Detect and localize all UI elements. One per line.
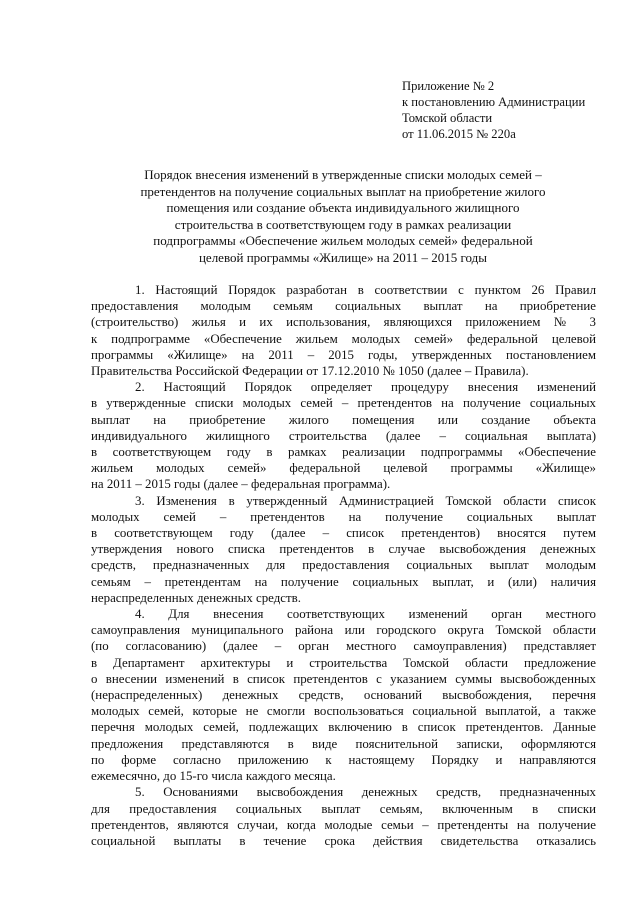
paragraph-2-line: выплат на приобретение жилого помещения или создание объекта bbox=[91, 412, 596, 427]
paragraph-1-line: Правительства Российской Федерации от 17.12.2010 № 1050 (далее – Правила). bbox=[91, 364, 529, 379]
title-line-2: претендентов на получение социальных выплат на приобретение жилого bbox=[140, 183, 546, 199]
paragraph-5-line: социальной выплаты в течение срока действия свидетельства отказались bbox=[91, 833, 596, 848]
paragraph-5 bbox=[91, 784, 596, 849]
paragraph-1-line: предоставления молодым семьям социальных выплат на приобретение bbox=[91, 299, 596, 314]
paragraph-4-line: молодых семей, которые не смогли воспользоваться социальной выплатой, а также bbox=[91, 704, 596, 719]
paragraph-3 bbox=[91, 493, 596, 606]
paragraph-4-line: самоуправления муниципального района или городского округа Томской области bbox=[91, 623, 596, 638]
title-line-6: целевой программы «Жилище» на 2011 – 2015 годы bbox=[198, 249, 488, 265]
paragraph-4-line: ежемесячно, до 15-го числа каждого месяца. bbox=[91, 769, 336, 784]
paragraph-5-line: 5. Основаниями высвобождения денежных средств, предназначенных bbox=[135, 785, 596, 800]
paragraph-4-line: перечня молодых семей, подлежащих включению в список претендентов. Данные bbox=[91, 720, 596, 735]
document-body bbox=[91, 282, 596, 849]
paragraph-1-line: программы «Жилище» на 2011 – 2015 годы, утвержденных постановлением bbox=[91, 347, 596, 362]
paragraph-1-line: к подпрограмме «Обеспечение жильем молодых семей» федеральной целевой bbox=[91, 331, 596, 346]
paragraph-4 bbox=[91, 606, 596, 784]
paragraph-4-line: по форме согласно приложению к настоящему Порядку и направляются bbox=[91, 752, 596, 767]
paragraph-2-line: жильем молодых семей» федеральной целевой программы «Жилище» bbox=[91, 461, 596, 476]
paragraph-3-line: нераспределенных денежных средств. bbox=[91, 590, 301, 605]
paragraph-2-line: 2. Настоящий Порядок определяет процедуру внесения изменений bbox=[135, 380, 596, 395]
appendix-line-1: Приложение № 2 bbox=[402, 79, 495, 93]
paragraph-4-line: (нераспределенных) денежных средств, оснований высвобождения, перечня bbox=[91, 688, 596, 703]
paragraph-2-line: на 2011 – 2015 годы (далее – федеральная программа). bbox=[91, 477, 391, 492]
paragraph-4-line: предложения представляются в виде пояснительной записки, оформляются bbox=[91, 736, 596, 751]
paragraph-2-line: в соответствующем году в рамках реализации подпрограммы «Обеспечение bbox=[91, 445, 596, 460]
paragraph-2-line: индивидуального жилищного строительства (далее – социальная выплата) bbox=[91, 428, 596, 443]
appendix-header bbox=[402, 78, 632, 142]
paragraph-3-line: утверждения нового списка претендентов в случае высвобождения денежных bbox=[91, 542, 596, 557]
title-line-1: Порядок внесения изменений в утвержденные списки молодых семей – bbox=[144, 167, 542, 182]
appendix-line-4: от 11.06.2015 № 220а bbox=[402, 127, 516, 141]
paragraph-3-line: молодых семей – претендентов на получение социальных выплат bbox=[91, 509, 596, 524]
paragraph-3-line: средств, предназначенных для предоставления социальных выплат молодым bbox=[91, 558, 596, 573]
appendix-line-3: Томской области bbox=[402, 111, 493, 125]
paragraph-1-line: 1. Настоящий Порядок разработан в соответствии с пунктом 26 Правил bbox=[135, 283, 596, 297]
paragraph-1 bbox=[91, 282, 596, 379]
appendix-line-2: к постановлению Администрации bbox=[402, 95, 586, 109]
paragraph-1-line: (строительство) жилья и их использования, являющихся приложением № 3 bbox=[91, 315, 596, 330]
paragraph-5-line: претендентов, являются случаи, когда молодые семьи – претенденты на получение bbox=[91, 817, 596, 832]
paragraph-4-line: в Департамент архитектуры и строительства Томской области предложение bbox=[91, 655, 596, 670]
paragraph-5-line: для предоставления социальных выплат семьям, включенным в списки bbox=[91, 801, 596, 816]
paragraph-2-line: в утвержденные списки молодых семей – претендентов на получение социальных bbox=[91, 396, 596, 411]
paragraph-4-line: 4. Для внесения соответствующих изменений орган местного bbox=[135, 607, 596, 622]
title-line-5: подпрограммы «Обеспечение жильем молодых семей» федеральной bbox=[153, 233, 533, 249]
paragraph-3-line: семьям – претендентам на получение социальных выплат, и (или) наличия bbox=[91, 574, 596, 589]
title-line-4: строительства в соответствующем году в рамках реализации bbox=[174, 216, 512, 232]
paragraph-2 bbox=[91, 379, 596, 492]
paragraph-4-line: (по согласованию) (далее – орган местного самоуправления) представляет bbox=[91, 639, 596, 654]
title-line-3: помещения или создание объекта индивидуального жилищного bbox=[166, 200, 520, 216]
paragraph-4-line: о внесении изменений в список претендентов с указанием суммы высвобожденных bbox=[91, 671, 596, 686]
paragraph-3-line: 3. Изменения в утвержденный Администрацией Томской области список bbox=[135, 493, 596, 508]
document-title bbox=[88, 167, 598, 267]
paragraph-3-line: в соответствующем году (далее – список претендентов) вносятся путем bbox=[91, 526, 596, 541]
